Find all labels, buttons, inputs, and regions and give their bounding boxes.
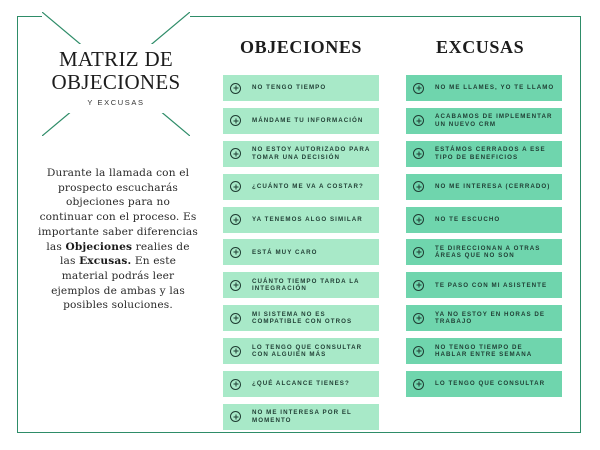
- excuse-label: ESTÁMOS CERRADOS A ESE TIPO DE BENEFICIOS: [435, 146, 546, 161]
- objection-label: NO ME INTERESA POR EL MOMENTO: [252, 409, 352, 424]
- plus-circle-icon: [230, 346, 241, 357]
- title-line-2: OBJECIONES: [51, 70, 181, 94]
- excuse-label: LO TENGO QUE CONSULTAR: [435, 380, 546, 388]
- objection-item[interactable]: [223, 108, 379, 134]
- objection-item[interactable]: [223, 75, 379, 101]
- excuse-label: YA NO ESTOY EN HORAS DE TRABAJO: [435, 310, 546, 326]
- plus-circle-icon: [413, 148, 424, 159]
- title-block: [42, 44, 190, 113]
- excuse-item[interactable]: [406, 371, 562, 397]
- excuse-label: NO TENGO TIEMPO DE HABLAR ENTRE SEMANA: [435, 343, 533, 359]
- objection-item[interactable]: [223, 371, 379, 397]
- objection-label: MI SISTEMA NO ES COMPATIBLE CON OTROS: [252, 310, 353, 326]
- plus-circle-icon: [413, 247, 424, 258]
- plus-circle-icon: [413, 346, 424, 357]
- excuse-item[interactable]: [406, 272, 562, 298]
- plus-circle-icon: [230, 313, 241, 324]
- objection-label: ESTÁ MUY CARO: [252, 248, 318, 256]
- description-paragraph: [38, 166, 198, 313]
- description-text-3: En este material podrás leer ejemplos de ambas y las posibles soluciones.: [51, 255, 185, 312]
- objection-item[interactable]: [223, 141, 379, 167]
- objection-label: ¿QUÉ ALCANCE TIENES?: [252, 380, 350, 388]
- plus-circle-icon: [230, 214, 241, 225]
- plus-circle-icon: [413, 181, 424, 192]
- objection-label: NO ESTOY AUTORIZADO PARA TOMAR UNA DECISIÓN: [252, 146, 371, 161]
- plus-circle-icon: [413, 313, 424, 324]
- title-subtitle: Y EXCUSAS: [87, 98, 145, 107]
- excuse-item[interactable]: [406, 174, 562, 200]
- objection-item[interactable]: [223, 207, 379, 233]
- excuses-heading: EXCUSAS: [436, 37, 525, 57]
- plus-circle-icon: [413, 83, 424, 94]
- plus-circle-icon: [413, 379, 424, 390]
- objection-item[interactable]: [223, 338, 379, 364]
- objection-label: YA TENEMOS ALGO SIMILAR: [252, 215, 363, 223]
- title-badge: [42, 12, 190, 136]
- plus-circle-icon: [230, 280, 241, 291]
- plus-circle-icon: [230, 411, 241, 422]
- excuse-label: NO ME INTERESA (CERRADO): [435, 182, 551, 190]
- description-text-2: realies de las: [59, 240, 190, 268]
- plus-circle-icon: [230, 115, 241, 126]
- objection-label: ¿CUÁNTO ME VA A COSTAR?: [252, 182, 364, 190]
- plus-circle-icon: [230, 181, 241, 192]
- excuse-item[interactable]: [406, 305, 562, 331]
- excuse-label: NO TE ESCUCHO: [435, 215, 501, 223]
- objection-label: NO TENGO TIEMPO: [252, 84, 327, 92]
- objection-label: LO TENGO QUE CONSULTAR CON ALGUIEN MÁS: [252, 343, 363, 359]
- plus-circle-icon: [413, 280, 424, 291]
- excuse-item[interactable]: [406, 207, 562, 233]
- objection-label: MÁNDAME TU INFORMACIÓN: [252, 117, 364, 125]
- plus-circle-icon: [230, 83, 241, 94]
- title-line-1: MATRIZ DE: [58, 47, 174, 71]
- plus-circle-icon: [230, 379, 241, 390]
- excuse-item[interactable]: [406, 338, 562, 364]
- objection-item[interactable]: [223, 404, 379, 430]
- objection-item[interactable]: [223, 174, 379, 200]
- excuse-item[interactable]: [406, 141, 562, 167]
- objection-label: CUÁNTO TIEMPO TARDA LA INTEGRACIÓN: [252, 277, 360, 293]
- plus-circle-icon: [230, 148, 241, 159]
- description-bold-excuses: Excusas.: [79, 255, 132, 268]
- objections-heading: OBJECIONES: [240, 37, 363, 57]
- excuse-label: NO ME LLAMES, YO TE LLAMO: [435, 84, 555, 92]
- plus-circle-icon: [413, 214, 424, 225]
- excuses-list: [406, 75, 562, 404]
- objection-item[interactable]: [223, 272, 379, 298]
- objection-item[interactable]: [223, 305, 379, 331]
- excuse-label: TE PASO CON MI ASISTENTE: [435, 281, 548, 289]
- excuse-item[interactable]: [406, 239, 562, 265]
- description-text-1: Durante la llamada con el prospecto escucharás objeciones para no continuar con el proceso. Es importante saber diferencias las: [38, 167, 198, 253]
- excuse-item[interactable]: [406, 108, 562, 134]
- excuse-label: TE DIRECCIONAN A OTRAS ÁREAS QUE NO SON: [435, 244, 541, 260]
- plus-circle-icon: [230, 247, 241, 258]
- plus-circle-icon: [413, 115, 424, 126]
- objection-item[interactable]: [223, 239, 379, 265]
- excuse-item[interactable]: [406, 75, 562, 101]
- excuse-label: ACABAMOS DE IMPLEMENTAR UN NUEVO CRM: [435, 113, 553, 128]
- objections-list: [223, 75, 379, 437]
- description-bold-objections: Objeciones: [65, 240, 133, 253]
